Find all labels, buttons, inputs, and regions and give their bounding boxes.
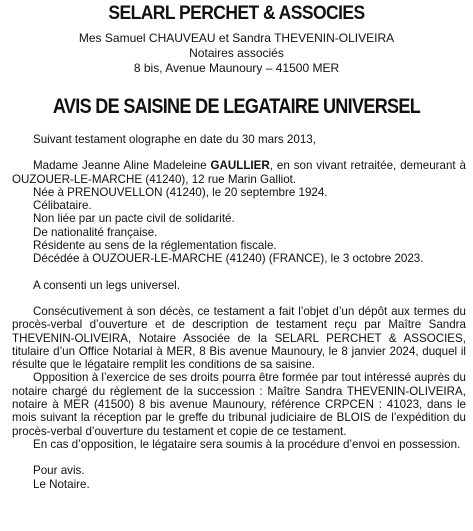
- opposition-case-paragraph: En cas d’opposition, le légataire sera soumis à la procédure d’envoi en possession.: [33, 437, 461, 451]
- opposition-paragraph: Opposition à l’exercice de ses droits pourra être formée par tout intéressé auprès du notaire chargé du règlement de la succession : Maître Sandra THEVENIN-OLIVEIRA, notaire à MER (41500) 8 bis avenue Maunoury, référence CRPCEN : 41023, dans le mois suivant la réception par le greffe du tribunal judiciaire de BLOIS de l’expédition du procès-verbal d’ouverture du testament et copie de ce testament.: [12, 371, 466, 438]
- notaries-line: Mes Samuel CHAUVEAU et Sandra THEVENIN-OLIVEIRA: [78, 31, 395, 45]
- paragraph-spacer: [12, 266, 466, 279]
- testator-name: Madame Jeanne Aline Madeleine: [33, 159, 211, 173]
- notice-body: [12, 133, 466, 491]
- testator-address: , en son vivant retraitée, demeurant à OUZOUER-LE-MARCHE (41240), 12 rue Marin Galliot.: [12, 159, 466, 186]
- intro-paragraph: Suivant testament olographe en date du 30 mars 2013,: [33, 133, 316, 146]
- notaries-role: Notaires associés: [189, 46, 284, 60]
- paragraph-spacer: [12, 292, 466, 305]
- testator-surname: GAULLIER: [210, 159, 270, 173]
- legacy-paragraph: A consenti un legs universel.: [33, 278, 180, 292]
- paragraph-spacer: [12, 146, 466, 159]
- firm-address: 8 bis, Avenue Maunoury – 41500 MER: [133, 61, 340, 75]
- notice-title: AVIS DE SAISINE DE LEGATAIRE UNIVERSEL: [52, 95, 421, 118]
- testator-pacs: Non liée par un pacte civil de solidarité.: [33, 212, 235, 226]
- testator-death: Décédée à OUZOUER-LE-MARCHE (41240) (FRANCE), le 3 octobre 2023.: [33, 252, 424, 266]
- firm-name: SELARL PERCHET & ASSOCIES: [108, 3, 365, 24]
- testator-paragraph: [12, 159, 466, 186]
- paragraph-spacer: [12, 451, 466, 464]
- testator-birth: Née à PRENOUVELLON (41240), le 20 septembre 1924.: [33, 185, 328, 199]
- deposit-paragraph: Consécutivement à son décès, ce testament a fait l’objet d’un dépôt aux termes du procès-verbal d’ouverture et de description de testament reçu par Maître Sandra THEVENIN-OLIVEIRA, Notaire Associée de la SELARL PERCHET & ASSOCIES, titulaire d’un Office Notarial à MER, 8 Bis avenue Maunoury, le 8 janvier 2024, duquel il résulte que le légataire remplit les conditions de sa saisine.: [12, 304, 466, 372]
- closing-line: Pour avis.: [33, 464, 85, 478]
- signature-line: Le Notaire.: [33, 477, 90, 491]
- testator-nationality: De nationalité française.: [33, 225, 158, 239]
- testator-status: Célibataire.: [33, 199, 92, 213]
- testator-residence: Résidente au sens de la réglementation fiscale.: [33, 239, 277, 253]
